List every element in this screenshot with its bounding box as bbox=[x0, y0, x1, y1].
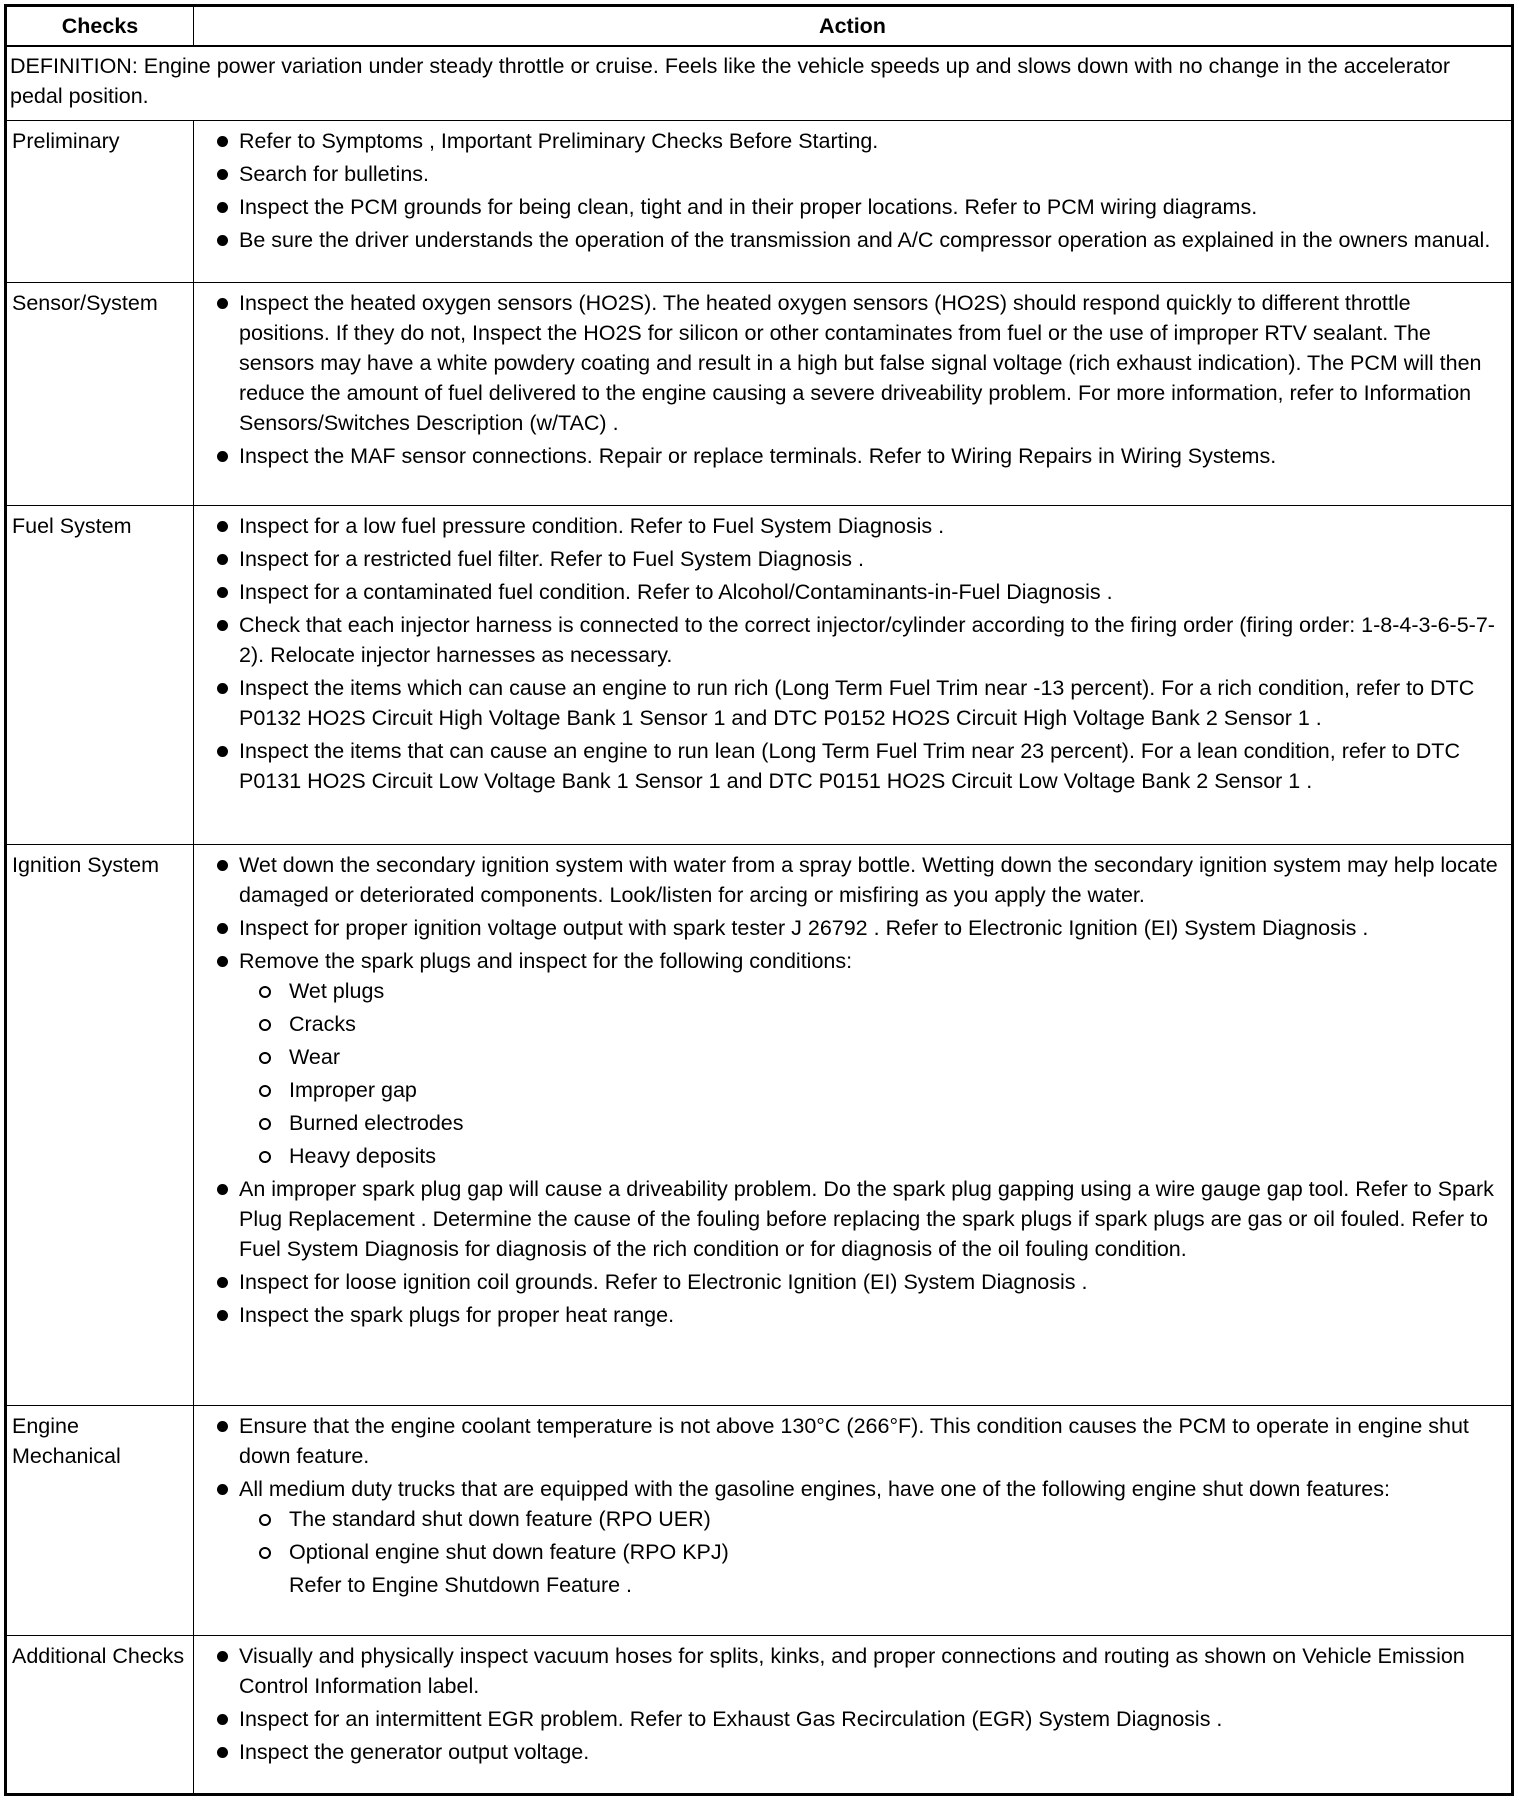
action-item: Inspect the heated oxygen sensors (HO2S). The heated oxygen sensors (HO2S) should respond quickly to different throttle positions. If they do not, Inspect the HO2S for silicon or other contaminates from fuel or the use of improper RTV sealant. The sensors may have a white powdery coating and result in a high but false signal voltage (rich exhaust indication). The PCM will then reduce the amount of fuel delivered to the engine causing a severe driveability problem. For more information, refer to Information Sensors/Switches Description (w/TAC) . bbox=[194, 288, 1503, 438]
action-item bbox=[194, 1474, 1503, 1600]
definition-row bbox=[6, 46, 1513, 121]
sub-item-text: Optional engine shut down feature (RPO KPJ) bbox=[289, 1539, 729, 1564]
action-item: Inspect for loose ignition coil grounds. Refer to Electronic Ignition (EI) System Diagnosis . bbox=[194, 1267, 1503, 1297]
sub-item: Wet plugs bbox=[239, 976, 1503, 1006]
check-label: Preliminary bbox=[6, 121, 194, 283]
definition-text: DEFINITION: Engine power variation under steady throttle or cruise. Feels like the vehicle speeds up and slows down with no change in the accelerator pedal position. bbox=[6, 46, 1513, 121]
check-label: Engine Mechanical bbox=[6, 1405, 194, 1635]
header-checks: Checks bbox=[6, 6, 194, 47]
sub-item: Wear bbox=[239, 1042, 1503, 1072]
action-item-text: Remove the spark plugs and inspect for the following conditions: bbox=[239, 948, 853, 973]
action-cell bbox=[194, 121, 1513, 283]
action-item bbox=[194, 946, 1503, 1171]
action-item-text: All medium duty trucks that are equipped with the gasoline engines, have one of the following engine shut down features: bbox=[239, 1476, 1390, 1501]
sub-item: Burned electrodes bbox=[239, 1108, 1503, 1138]
check-label: Additional Checks bbox=[6, 1635, 194, 1794]
action-cell bbox=[194, 282, 1513, 505]
sub-item bbox=[239, 1537, 1503, 1567]
action-item: Inspect for a contaminated fuel condition. Refer to Alcohol/Contaminants-in-Fuel Diagnosis . bbox=[194, 577, 1503, 607]
sub-list bbox=[239, 976, 1503, 1171]
action-item: Inspect the generator output voltage. bbox=[194, 1737, 1503, 1767]
sub-item: Cracks bbox=[239, 1009, 1503, 1039]
sub-list bbox=[239, 1504, 1503, 1567]
action-item: Refer to Symptoms , Important Preliminary Checks Before Starting. bbox=[194, 126, 1503, 156]
action-cell bbox=[194, 505, 1513, 844]
action-item: Inspect for an intermittent EGR problem. Refer to Exhaust Gas Recirculation (EGR) System Diagnosis . bbox=[194, 1704, 1503, 1734]
table-row bbox=[6, 844, 1513, 1405]
action-item: Inspect the spark plugs for proper heat range. bbox=[194, 1300, 1503, 1330]
header-action: Action bbox=[194, 6, 1513, 47]
sub-item: The standard shut down feature (RPO UER) bbox=[239, 1504, 1503, 1534]
table-row bbox=[6, 282, 1513, 505]
check-label: Fuel System bbox=[6, 505, 194, 844]
refer-note: Refer to Engine Shutdown Feature . bbox=[289, 1572, 633, 1597]
action-item: Inspect the items that can cause an engine to run lean (Long Term Fuel Trim near 23 percent). For a lean condition, refer to DTC P0131 HO2S Circuit Low Voltage Bank 1 Sensor 1 and DTC P0151 HO2S Circuit Low Voltage Bank 2 Sensor 1 . bbox=[194, 736, 1503, 796]
action-cell bbox=[194, 1405, 1513, 1635]
sub-item: Heavy deposits bbox=[239, 1141, 1503, 1171]
table-row bbox=[6, 505, 1513, 844]
action-item: Wet down the secondary ignition system with water from a spray bottle. Wetting down the secondary ignition system may help locate damaged or deteriorated components. Look/listen for arcing or misfiring as you apply the water. bbox=[194, 850, 1503, 910]
action-item: Inspect for a low fuel pressure condition. Refer to Fuel System Diagnosis . bbox=[194, 511, 1503, 541]
sub-item: Improper gap bbox=[239, 1075, 1503, 1105]
action-item: Inspect the MAF sensor connections. Repair or replace terminals. Refer to Wiring Repairs in Wiring Systems. bbox=[194, 441, 1503, 471]
action-item: Inspect the PCM grounds for being clean, tight and in their proper locations. Refer to PCM wiring diagrams. bbox=[194, 192, 1503, 222]
action-cell bbox=[194, 1635, 1513, 1794]
action-item: Check that each injector harness is connected to the correct injector/cylinder according to the firing order (firing order: 1-8-4-3-6-5-7-2). Relocate injector harnesses as necessary. bbox=[194, 610, 1503, 670]
action-item: Inspect the items which can cause an engine to run rich (Long Term Fuel Trim near -13 percent). For a rich condition, refer to DTC P0132 HO2S Circuit High Voltage Bank 1 Sensor 1 and DTC P0152 HO2S Circuit High Voltage Bank 2 Sensor 1 . bbox=[194, 673, 1503, 733]
check-label: Sensor/System bbox=[6, 282, 194, 505]
table-row bbox=[6, 1635, 1513, 1794]
action-item: Ensure that the engine coolant temperature is not above 130°C (266°F). This condition causes the PCM to operate in engine shut down feature. bbox=[194, 1411, 1503, 1471]
table-row bbox=[6, 121, 1513, 283]
header-row bbox=[6, 6, 1513, 47]
action-item: Inspect for proper ignition voltage output with spark tester J 26792 . Refer to Electronic Ignition (EI) System Diagnosis . bbox=[194, 913, 1503, 943]
action-item: Search for bulletins. bbox=[194, 159, 1503, 189]
action-item: Be sure the driver understands the operation of the transmission and A/C compressor operation as explained in the owners manual. bbox=[194, 225, 1503, 255]
action-cell bbox=[194, 844, 1513, 1405]
action-item: Inspect for a restricted fuel filter. Refer to Fuel System Diagnosis . bbox=[194, 544, 1503, 574]
check-label: Ignition System bbox=[6, 844, 194, 1405]
diagnostic-table bbox=[4, 4, 1514, 1796]
action-item: Visually and physically inspect vacuum hoses for splits, kinks, and proper connections and routing as shown on Vehicle Emission Control Information label. bbox=[194, 1641, 1503, 1701]
table-row bbox=[6, 1405, 1513, 1635]
action-item: An improper spark plug gap will cause a driveability problem. Do the spark plug gapping using a wire gauge gap tool. Refer to Spark Plug Replacement . Determine the cause of the fouling before replacing the spark plugs if spark plugs are gas or oil fouled. Refer to Fuel System Diagnosis for diagnosis of the rich condition or for diagnosis of the oil fouling condition. bbox=[194, 1174, 1503, 1264]
